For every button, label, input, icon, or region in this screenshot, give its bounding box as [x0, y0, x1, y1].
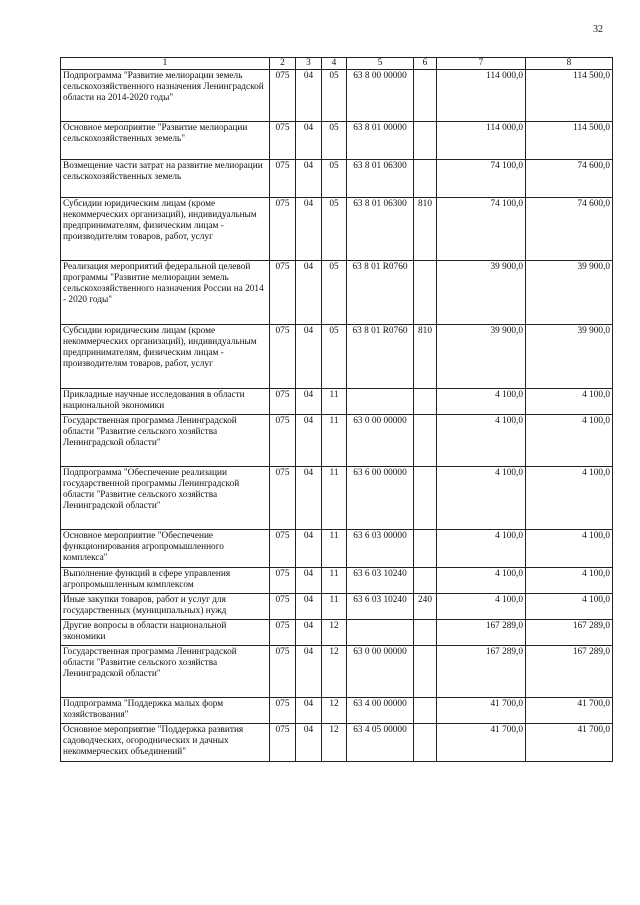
expense-type: [414, 646, 437, 698]
target-article: 63 4 00 00000: [347, 698, 414, 724]
subsection-code: 12: [322, 724, 347, 762]
amount-year2: 74 600,0: [526, 198, 613, 261]
row-name: Иные закупки товаров, работ и услуг для государственных (муниципальных) нужд: [61, 594, 270, 620]
expense-type: [414, 389, 437, 415]
table-row: [61, 646, 613, 698]
amount-year2: 4 100,0: [526, 594, 613, 620]
expense-type: [414, 160, 437, 198]
table-row: [61, 724, 613, 762]
expense-type: [414, 698, 437, 724]
amount-year2: 4 100,0: [526, 389, 613, 415]
row-name: Выполнение функций в сфере управления агропромышленным комплексом: [61, 568, 270, 594]
amount-year1: 74 100,0: [437, 160, 526, 198]
subsection-code: 05: [322, 122, 347, 160]
admin-code: 075: [270, 415, 296, 467]
target-article: 63 8 01 R0760: [347, 325, 414, 389]
row-name: Другие вопросы в области национальной экономики: [61, 620, 270, 646]
column-header: 1: [61, 58, 270, 70]
subsection-code: 11: [322, 530, 347, 568]
table-row: [61, 415, 613, 467]
table-row: [61, 261, 613, 325]
column-header: 6: [414, 58, 437, 70]
amount-year1: 4 100,0: [437, 415, 526, 467]
subsection-code: 05: [322, 325, 347, 389]
column-header: 3: [296, 58, 322, 70]
amount-year1: 167 289,0: [437, 646, 526, 698]
row-name: Субсидии юридическим лицам (кроме некоммерческих организаций), индивидуальным предпринимателям, физическим лицам - производителям товаров, работ, услуг: [61, 325, 270, 389]
section-code: 04: [296, 568, 322, 594]
expense-type: [414, 724, 437, 762]
section-code: 04: [296, 594, 322, 620]
amount-year1: 4 100,0: [437, 467, 526, 530]
target-article: 63 0 00 00000: [347, 646, 414, 698]
admin-code: 075: [270, 70, 296, 122]
section-code: 04: [296, 467, 322, 530]
table-row: [61, 698, 613, 724]
row-name: Подпрограмма "Поддержка малых форм хозяйствования": [61, 698, 270, 724]
row-name: Подпрограмма "Развитие мелиорации земель сельскохозяйственного назначения Ленинградской области на 2014-2020 годы": [61, 70, 270, 122]
section-code: 04: [296, 198, 322, 261]
section-code: 04: [296, 389, 322, 415]
table-row: [61, 70, 613, 122]
subsection-code: 11: [322, 415, 347, 467]
amount-year1: 114 000,0: [437, 122, 526, 160]
row-name: Основное мероприятие "Обеспечение функционирования агропромышленного комплекса": [61, 530, 270, 568]
column-header: 4: [322, 58, 347, 70]
subsection-code: 05: [322, 70, 347, 122]
target-article: 63 6 03 00000: [347, 530, 414, 568]
column-header: 7: [437, 58, 526, 70]
admin-code: 075: [270, 261, 296, 325]
table-row: [61, 467, 613, 530]
amount-year2: 4 100,0: [526, 467, 613, 530]
header-row: [61, 58, 613, 70]
admin-code: 075: [270, 530, 296, 568]
subsection-code: 05: [322, 160, 347, 198]
amount-year1: 4 100,0: [437, 530, 526, 568]
section-code: 04: [296, 70, 322, 122]
expense-type: 810: [414, 325, 437, 389]
table-row: [61, 568, 613, 594]
subsection-code: 12: [322, 698, 347, 724]
table-row: [61, 620, 613, 646]
row-name: Основное мероприятие "Развитие мелиорации сельскохозяйственных земель": [61, 122, 270, 160]
admin-code: 075: [270, 122, 296, 160]
subsection-code: 05: [322, 198, 347, 261]
admin-code: 075: [270, 568, 296, 594]
row-name: Субсидии юридическим лицам (кроме некоммерческих организаций), индивидуальным предпринимателям, физическим лицам - производителям товаров, работ, услуг: [61, 198, 270, 261]
expense-type: [414, 415, 437, 467]
column-header: 5: [347, 58, 414, 70]
section-code: 04: [296, 122, 322, 160]
row-name: Возмещение части затрат на развитие мелиорации сельскохозяйственных земель: [61, 160, 270, 198]
amount-year2: 4 100,0: [526, 415, 613, 467]
amount-year1: 4 100,0: [437, 568, 526, 594]
amount-year1: 39 900,0: [437, 261, 526, 325]
subsection-code: 12: [322, 646, 347, 698]
column-header: 8: [526, 58, 613, 70]
amount-year1: 74 100,0: [437, 198, 526, 261]
expense-type: [414, 530, 437, 568]
section-code: 04: [296, 724, 322, 762]
row-name: Государственная программа Ленинградской области "Развитие сельского хозяйства Ленинградской области": [61, 646, 270, 698]
row-name: Реализация мероприятий федеральной целевой программы "Развитие мелиорации земель сельскохозяйственного назначения России на 2014 - 2020 годы": [61, 261, 270, 325]
target-article: 63 8 00 00000: [347, 70, 414, 122]
amount-year2: 114 500,0: [526, 70, 613, 122]
admin-code: 075: [270, 724, 296, 762]
target-article: [347, 620, 414, 646]
admin-code: 075: [270, 198, 296, 261]
target-article: 63 8 01 00000: [347, 122, 414, 160]
admin-code: 075: [270, 325, 296, 389]
subsection-code: 12: [322, 620, 347, 646]
page-number: 32: [593, 24, 603, 35]
section-code: 04: [296, 698, 322, 724]
amount-year2: 41 700,0: [526, 724, 613, 762]
amount-year1: 39 900,0: [437, 325, 526, 389]
subsection-code: 11: [322, 467, 347, 530]
section-code: 04: [296, 261, 322, 325]
subsection-code: 11: [322, 568, 347, 594]
section-code: 04: [296, 415, 322, 467]
amount-year2: 39 900,0: [526, 325, 613, 389]
table-row: [61, 530, 613, 568]
target-article: 63 4 05 00000: [347, 724, 414, 762]
section-code: 04: [296, 620, 322, 646]
subsection-code: 11: [322, 594, 347, 620]
amount-year2: 4 100,0: [526, 530, 613, 568]
table-row: [61, 325, 613, 389]
table-row: [61, 122, 613, 160]
section-code: 04: [296, 160, 322, 198]
admin-code: 075: [270, 620, 296, 646]
expense-type: [414, 122, 437, 160]
amount-year1: 167 289,0: [437, 620, 526, 646]
target-article: 63 0 00 00000: [347, 415, 414, 467]
row-name: Прикладные научные исследования в области национальной экономики: [61, 389, 270, 415]
section-code: 04: [296, 646, 322, 698]
amount-year1: 41 700,0: [437, 724, 526, 762]
admin-code: 075: [270, 698, 296, 724]
admin-code: 075: [270, 467, 296, 530]
amount-year2: 4 100,0: [526, 568, 613, 594]
amount-year2: 114 500,0: [526, 122, 613, 160]
table-row: [61, 198, 613, 261]
row-name: Подпрограмма "Обеспечение реализации государственной программы Ленинградской области "Развитие сельского хозяйства Ленинградской области": [61, 467, 270, 530]
admin-code: 075: [270, 646, 296, 698]
target-article: 63 8 01 06300: [347, 198, 414, 261]
subsection-code: 11: [322, 389, 347, 415]
row-name: Государственная программа Ленинградской области "Развитие сельского хозяйства Ленинградской области": [61, 415, 270, 467]
row-name: Основное мероприятие "Поддержка развития садоводческих, огороднических и дачных некоммерческих объединений": [61, 724, 270, 762]
table-row: [61, 389, 613, 415]
budget-table: [60, 57, 613, 762]
amount-year1: 114 000,0: [437, 70, 526, 122]
amount-year2: 167 289,0: [526, 646, 613, 698]
subsection-code: 05: [322, 261, 347, 325]
expense-type: [414, 467, 437, 530]
section-code: 04: [296, 530, 322, 568]
target-article: 63 8 01 06300: [347, 160, 414, 198]
section-code: 04: [296, 325, 322, 389]
target-article: 63 6 00 00000: [347, 467, 414, 530]
amount-year2: 74 600,0: [526, 160, 613, 198]
expense-type: [414, 620, 437, 646]
amount-year1: 4 100,0: [437, 594, 526, 620]
amount-year1: 4 100,0: [437, 389, 526, 415]
table-row: [61, 594, 613, 620]
expense-type: 240: [414, 594, 437, 620]
amount-year2: 39 900,0: [526, 261, 613, 325]
admin-code: 075: [270, 594, 296, 620]
expense-type: 810: [414, 198, 437, 261]
expense-type: [414, 70, 437, 122]
target-article: 63 8 01 R0760: [347, 261, 414, 325]
amount-year1: 41 700,0: [437, 698, 526, 724]
column-header: 2: [270, 58, 296, 70]
table-row: [61, 160, 613, 198]
expense-type: [414, 568, 437, 594]
amount-year2: 41 700,0: [526, 698, 613, 724]
target-article: 63 6 03 10240: [347, 568, 414, 594]
target-article: [347, 389, 414, 415]
expense-type: [414, 261, 437, 325]
amount-year2: 167 289,0: [526, 620, 613, 646]
admin-code: 075: [270, 160, 296, 198]
target-article: 63 6 03 10240: [347, 594, 414, 620]
admin-code: 075: [270, 389, 296, 415]
